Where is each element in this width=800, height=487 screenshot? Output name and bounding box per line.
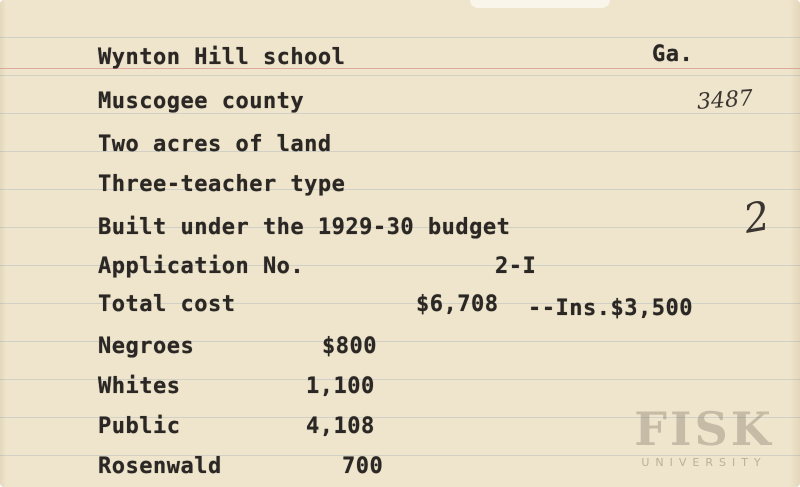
funding-amount-rosenwald: 700	[342, 454, 384, 479]
funding-label-whites: Whites	[98, 374, 181, 399]
total-cost-value: $6,708	[416, 292, 499, 317]
watermark-name: FISK	[634, 402, 774, 456]
funding-label-public: Public	[98, 414, 181, 439]
insurance-value: --Ins.$3,500	[528, 296, 693, 321]
application-label: Application No.	[98, 254, 305, 279]
type-line: Three-teacher type	[98, 172, 346, 197]
budget-line: Built under the 1929-30 budget	[98, 215, 511, 240]
margin-mark: 2	[740, 193, 774, 243]
funding-amount-whites: 1,100	[306, 374, 375, 399]
school-name: Wynton Hill school	[98, 45, 346, 70]
watermark-subtitle: UNIVERSITY	[641, 456, 767, 469]
file-number: 3487	[696, 86, 754, 115]
total-cost-label: Total cost	[98, 292, 236, 317]
funding-label-rosenwald: Rosenwald	[98, 454, 222, 479]
funding-amount-public: 4,108	[306, 414, 375, 439]
funding-label-negroes: Negroes	[98, 334, 195, 359]
card-wear	[470, 0, 610, 8]
state-abbrev: Ga.	[652, 42, 694, 67]
application-number: 2-I	[495, 254, 537, 279]
funding-amount-negroes: $800	[322, 334, 377, 359]
fisk-university-watermark	[624, 404, 784, 474]
county-line: Muscogee county	[98, 89, 305, 114]
land-line: Two acres of land	[98, 132, 332, 157]
